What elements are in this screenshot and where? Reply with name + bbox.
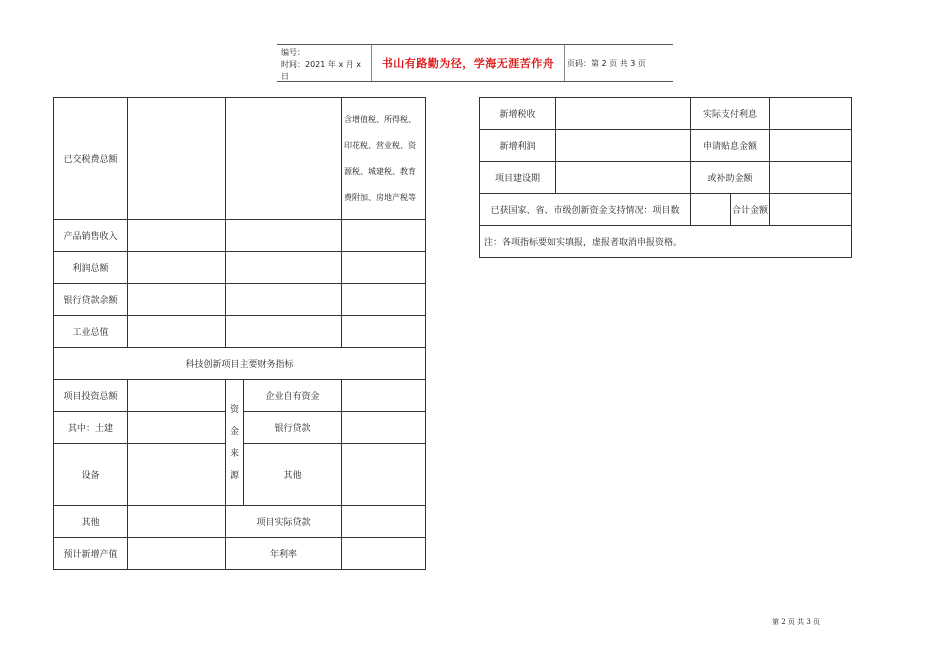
tax-note-line: 印花税、营业税、资 bbox=[344, 140, 416, 150]
input-cell[interactable] bbox=[770, 98, 852, 130]
header-time: 时间：2021 年 x 月 x 日 bbox=[281, 60, 361, 81]
other-source-label: 其他 bbox=[244, 444, 342, 506]
fund-source-char: 资 bbox=[229, 404, 239, 415]
input-cell[interactable] bbox=[128, 252, 226, 284]
bank-loan-label: 银行贷款 bbox=[244, 412, 342, 444]
profit-total-label: 利润总额 bbox=[54, 252, 128, 284]
page-header bbox=[277, 44, 673, 82]
grant-amount-label: 或补助金额 bbox=[691, 162, 770, 194]
input-cell[interactable] bbox=[128, 380, 226, 412]
input-cell[interactable] bbox=[226, 220, 342, 252]
input-cell[interactable] bbox=[128, 506, 226, 538]
page-footer: 第 2 页 共 3 页 bbox=[772, 618, 821, 626]
annual-rate-label: 年利率 bbox=[226, 538, 342, 570]
other-label: 其他 bbox=[54, 506, 128, 538]
tax-note-line: 含增值税、所得税、 bbox=[344, 114, 416, 124]
project-benefits-table bbox=[479, 97, 852, 258]
input-cell[interactable] bbox=[128, 98, 226, 220]
input-cell[interactable] bbox=[342, 284, 426, 316]
new-tax-label: 新增税收 bbox=[480, 98, 556, 130]
input-cell[interactable] bbox=[128, 444, 226, 506]
input-cell[interactable] bbox=[342, 252, 426, 284]
expected-output-label: 预计新增产值 bbox=[54, 538, 128, 570]
equipment-label: 设备 bbox=[54, 444, 128, 506]
input-cell[interactable] bbox=[342, 412, 426, 444]
bank-loan-balance-label: 银行贷款余额 bbox=[54, 284, 128, 316]
form-note: 注：各项指标要如实填报，虚报者取消申报资格。 bbox=[480, 226, 852, 258]
input-cell[interactable] bbox=[128, 284, 226, 316]
input-cell[interactable] bbox=[556, 162, 691, 194]
tax-note-line: 源税、城建税、教育 bbox=[344, 166, 416, 176]
input-cell[interactable] bbox=[226, 284, 342, 316]
project-investment-label: 项目投资总额 bbox=[54, 380, 128, 412]
actual-loan-label: 项目实际贷款 bbox=[226, 506, 342, 538]
construction-period-label: 项目建设期 bbox=[480, 162, 556, 194]
input-cell[interactable] bbox=[770, 130, 852, 162]
header-number: 编号： bbox=[281, 48, 305, 57]
input-cell[interactable] bbox=[556, 130, 691, 162]
input-cell[interactable] bbox=[342, 538, 426, 570]
input-cell[interactable] bbox=[128, 538, 226, 570]
input-cell[interactable] bbox=[128, 316, 226, 348]
section-title: 科技创新项目主要财务指标 bbox=[54, 348, 426, 380]
input-cell[interactable] bbox=[770, 194, 852, 226]
input-cell[interactable] bbox=[342, 444, 426, 506]
input-cell[interactable] bbox=[342, 220, 426, 252]
fund-source-char: 金 bbox=[229, 426, 239, 437]
input-cell[interactable] bbox=[691, 194, 731, 226]
subsidy-applied-label: 申请贴息金额 bbox=[691, 130, 770, 162]
actual-interest-label: 实际支付利息 bbox=[691, 98, 770, 130]
fund-source-label bbox=[226, 380, 244, 506]
civil-works-label: 其中：土建 bbox=[54, 412, 128, 444]
support-info-label: 已获国家、省、市级创新资金支持情况：项目数 bbox=[480, 194, 691, 226]
sales-income-label: 产品销售收入 bbox=[54, 220, 128, 252]
input-cell[interactable] bbox=[226, 316, 342, 348]
tax-types-note bbox=[342, 98, 426, 220]
input-cell[interactable] bbox=[226, 252, 342, 284]
input-cell[interactable] bbox=[770, 162, 852, 194]
total-amount-label: 合计金额 bbox=[731, 194, 770, 226]
input-cell[interactable] bbox=[226, 98, 342, 220]
input-cell[interactable] bbox=[342, 316, 426, 348]
tax-note-line: 费附加、房地产税等 bbox=[344, 192, 416, 202]
fund-source-char: 来 bbox=[229, 448, 239, 459]
input-cell[interactable] bbox=[342, 380, 426, 412]
new-profit-label: 新增利润 bbox=[480, 130, 556, 162]
own-funds-label: 企业自有资金 bbox=[244, 380, 342, 412]
financial-indicators-table bbox=[53, 97, 426, 570]
fund-source-char: 源 bbox=[229, 470, 239, 481]
header-motto: 书山有路勤为径，学海无涯苦作舟 bbox=[381, 57, 555, 70]
input-cell[interactable] bbox=[342, 506, 426, 538]
header-meta bbox=[281, 47, 371, 83]
input-cell[interactable] bbox=[556, 98, 691, 130]
input-cell[interactable] bbox=[128, 412, 226, 444]
taxes-label: 已交税费总额 bbox=[54, 98, 128, 220]
header-divider bbox=[564, 45, 565, 81]
header-page-info: 页码：第 2 页 共 3 页 bbox=[567, 58, 646, 68]
header-divider bbox=[371, 45, 372, 81]
industrial-output-label: 工业总值 bbox=[54, 316, 128, 348]
input-cell[interactable] bbox=[128, 220, 226, 252]
